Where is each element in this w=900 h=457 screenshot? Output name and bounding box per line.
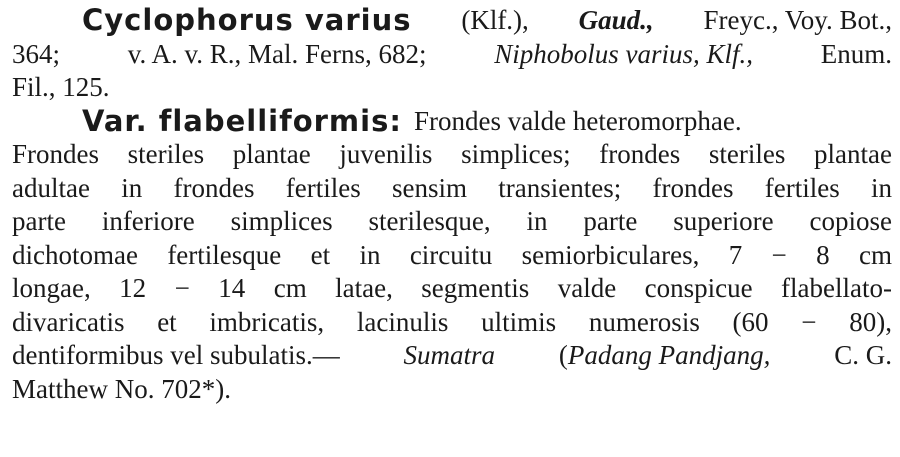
reference-freyc: Freyc., Voy. Bot., [703,5,892,35]
description-end: dentiformibus vel subulatis.— [12,340,340,370]
line-text: dichotomae fertilesque et in circuitu semiorbiculares, 7 − 8 cm [12,239,892,270]
text-line [12,138,892,172]
line-text: divaricatis et imbricatis, lacinulis ultimis numerosis (60 − 80), [12,306,892,337]
line-text: Frondes steriles plantae juvenilis simplices; frondes steriles plantae [12,139,892,169]
reference-mal-ferns: v. A. v. R., Mal. Ferns, 682; [127,38,427,69]
text-line [12,272,892,306]
locality-sumatra: Sumatra [403,340,496,370]
p2-line1 [12,105,892,139]
text-line [12,172,892,206]
variety-label: Var. flabelliformis: [82,103,402,138]
description-start: Frondes valde heteromorphae. [413,105,742,136]
p1-line2 [12,38,892,72]
reference-enum: Enum. [820,38,892,69]
reference-fil: Fil., 125. [12,72,110,102]
author-klf: (Klf.), [461,5,529,35]
page-number-364: 364; [12,38,61,69]
paren-and-locality [559,339,771,373]
p1-line1 [12,4,892,38]
locality-padang: Padang Pandjang, [567,340,771,370]
open-paren: ( [558,340,568,370]
synonym-niphobolus: Niphobolus varius, Klf., [494,38,753,69]
line-text: adultae in frondes fertiles sensim transientes; frondes fertiles in [12,172,892,203]
author-gaud: Gaud., [578,5,654,35]
p2-line9 [12,373,892,407]
text-line [12,239,892,273]
line-text: longae, 12 − 14 cm latae, segmentis valde conspicue flabellato- [12,273,892,303]
p2-line8 [12,339,892,373]
text-line [12,306,892,340]
text-line [12,205,892,239]
line-text: parte inferiore simplices sterilesque, in parte superiore copiose [12,206,892,236]
species-name: Cyclophorus varius [82,3,412,37]
p1-line3 [12,71,892,105]
collector-number: Matthew No. 702*). [12,373,231,404]
collector-initials: C. G. [834,340,892,370]
